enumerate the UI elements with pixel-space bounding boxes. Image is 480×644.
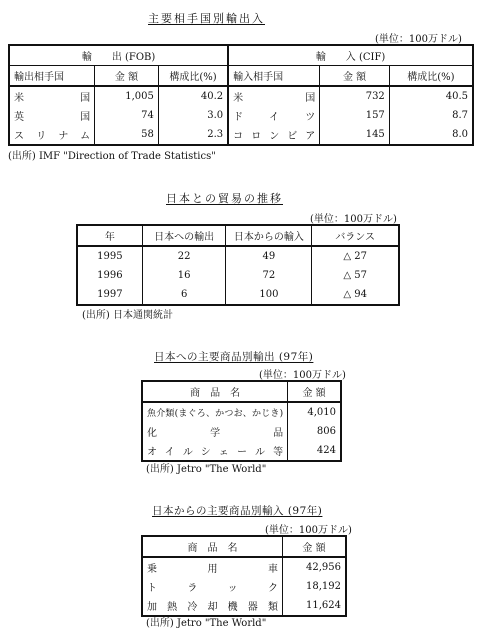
import-country: 米 国: [228, 86, 320, 106]
section4-title: 日本からの主要商品別輸入 (97年): [152, 505, 323, 517]
col-ratio-export: 構成比(%): [158, 66, 228, 87]
trade-partner-column-header: [9, 66, 473, 87]
item-cell: 魚介類(まぐろ、かつお、かじき): [147, 409, 284, 419]
japan-trade-header: [77, 225, 399, 246]
export-amount: 58: [95, 125, 159, 145]
table-row: [142, 577, 346, 596]
import-cell: 49: [226, 246, 312, 266]
section3-title: 日本への主要商品別輸出 (97年): [154, 351, 314, 363]
section4-source: (出所) Jetro "The World": [146, 618, 267, 629]
col-year: 年: [77, 225, 142, 246]
table-row: [9, 125, 473, 145]
col-export-to-japan: 日本への輸出: [142, 225, 226, 246]
import-ratio: 8.0: [389, 125, 473, 145]
amount-cell: 4,010: [288, 402, 341, 422]
col-amount: 金 額: [288, 381, 341, 402]
item-cell: 乗用車: [147, 564, 278, 575]
import-amount: 732: [320, 86, 390, 106]
section3-unit: (単位：100万ドル): [259, 370, 346, 381]
import-items-header: [142, 536, 346, 557]
item-cell: オイルシェール等: [147, 447, 284, 458]
col-ratio-import: 構成比(%): [389, 66, 473, 87]
col-item: 商 品 名: [142, 381, 288, 402]
export-amount: 1,005: [95, 86, 159, 106]
table-row: [77, 285, 399, 305]
table-row: [77, 246, 399, 266]
import-ratio: 40.5: [389, 86, 473, 106]
trade-partner-group-header: [9, 45, 473, 66]
japan-trade-table: [76, 224, 400, 306]
amount-cell: 18,192: [282, 577, 346, 596]
section2-source: (出所) 日本通関統計: [82, 310, 173, 321]
export-items-header: [142, 381, 341, 402]
export-ratio: 40.2: [158, 86, 228, 106]
import-country: ドイツ: [228, 106, 320, 125]
col-amount-import: 金 額: [320, 66, 390, 87]
col-partner-export: 輸出相手国: [9, 66, 95, 87]
import-country: コロンビア: [228, 125, 320, 145]
amount-cell: 424: [288, 441, 341, 461]
balance-cell: △ 27: [312, 246, 399, 266]
item-cell: 化学品: [147, 428, 284, 439]
export-header: 輸 出 (FOB): [9, 45, 228, 66]
balance-cell: △ 57: [312, 266, 399, 285]
export-ratio: 2.3: [158, 125, 228, 145]
table-row: [142, 596, 346, 616]
year-cell: 1997: [97, 289, 123, 300]
col-amount-export: 金 額: [95, 66, 159, 87]
col-item: 商 品 名: [142, 536, 282, 557]
import-amount: 157: [320, 106, 390, 125]
export-cell: 16: [142, 266, 226, 285]
table-row: [142, 422, 341, 441]
import-items-table: [141, 535, 347, 617]
col-balance: バランス: [312, 225, 399, 246]
table-row: [9, 106, 473, 125]
year-cell: 1995: [97, 251, 123, 262]
section4-unit: (単位：100万ドル): [265, 525, 352, 536]
section2-title: 日本との貿易の推移: [166, 192, 283, 205]
export-country: 米 国: [14, 93, 91, 104]
section1-source: (出所) IMF "Direction of Trade Statistics": [8, 151, 216, 162]
table-row: [9, 86, 473, 106]
table-row: [142, 557, 346, 577]
col-partner-import: 輸入相手国: [228, 66, 320, 87]
amount-cell: 11,624: [282, 596, 346, 616]
table-row: [77, 266, 399, 285]
import-amount: 145: [320, 125, 390, 145]
import-cell: 100: [226, 285, 312, 305]
item-cell: 加熱冷却機器類: [147, 602, 278, 613]
table-row: [142, 402, 341, 422]
import-ratio: 8.7: [389, 106, 473, 125]
section1-title: 主要相手国別輸出入: [148, 12, 265, 25]
export-items-table: [141, 380, 342, 462]
export-country: スリナム: [14, 131, 91, 142]
amount-cell: 806: [288, 422, 341, 441]
section1-unit: (単位：100万ドル): [375, 34, 462, 45]
item-cell: トラック: [147, 583, 278, 594]
year-cell: 1996: [97, 270, 123, 281]
amount-cell: 42,956: [282, 557, 346, 577]
export-cell: 6: [142, 285, 226, 305]
import-cell: 72: [226, 266, 312, 285]
export-country: 英 国: [14, 112, 91, 123]
import-header: 輸 入 (CIF): [228, 45, 473, 66]
table-row: [142, 441, 341, 461]
trade-partner-table: [8, 44, 474, 146]
export-amount: 74: [95, 106, 159, 125]
balance-cell: △ 94: [312, 285, 399, 305]
export-ratio: 3.0: [158, 106, 228, 125]
section2-unit: (単位：100万ドル): [310, 214, 397, 225]
export-cell: 22: [142, 246, 226, 266]
col-import-from-japan: 日本からの輸入: [226, 225, 312, 246]
col-amount: 金 額: [282, 536, 346, 557]
section3-source: (出所) Jetro "The World": [146, 464, 267, 475]
